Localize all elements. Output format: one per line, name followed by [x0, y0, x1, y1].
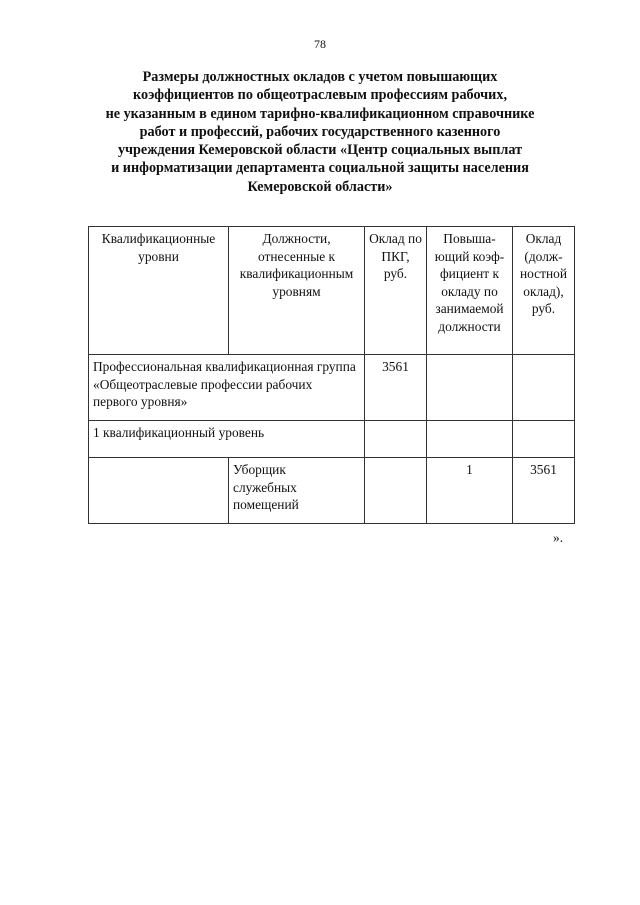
document-title: [95, 68, 545, 196]
group-salary-empty: [513, 355, 575, 421]
title-line: Кемеровской области»: [247, 178, 393, 195]
header-qualification-levels: Квалификационные уровни: [89, 227, 229, 355]
page-number: 78: [314, 37, 326, 51]
position-salary: 3561: [513, 458, 575, 524]
table-header-row: [89, 227, 575, 355]
level-label: 1 квалификационный уровень: [89, 421, 365, 458]
title-line: учреждения Кемеровской области «Центр социальных выплат: [117, 142, 523, 159]
level-coefficient-empty: [427, 421, 513, 458]
group-coefficient-empty: [427, 355, 513, 421]
position-name: Уборщик служебных помещений: [229, 458, 365, 524]
title-line: и информатизации департамента социальной защиты населения: [111, 160, 529, 177]
header-coefficient: Повыша-ющий коэф-фициент к окладу по занимаемой должности: [427, 227, 513, 355]
title-line: не указанным в едином тарифно-квалификационном справочнике: [105, 105, 535, 122]
closing-quote-mark: ».: [553, 530, 564, 545]
title-line: коэффициентов по общеотраслевым профессиям рабочих,: [132, 87, 507, 104]
table-row-group: [89, 355, 575, 421]
title-line: Размеры должностных окладов с учетом повышающих: [142, 69, 498, 85]
level-salary-empty: [513, 421, 575, 458]
group-label: Профессиональная квалификационная группа «Общеотраслевые профессии рабочих первого уровня»: [89, 355, 365, 421]
position-base-empty: [365, 458, 427, 524]
group-base-salary: 3561: [365, 355, 427, 421]
header-pkg-salary: Оклад по ПКГ, руб.: [365, 227, 427, 355]
position-level-empty: [89, 458, 229, 524]
level-base-empty: [365, 421, 427, 458]
table-row-position: [89, 458, 575, 524]
title-line: работ и профессий, рабочих государственного казенного: [139, 123, 501, 140]
table-row-level: [89, 421, 575, 458]
header-positions: Должности, отнесенные к квалификационным уровням: [229, 227, 365, 355]
header-final-salary: Оклад (долж-ностной оклад), руб.: [513, 227, 575, 355]
position-coefficient: 1: [427, 458, 513, 524]
salary-table: [88, 226, 575, 524]
